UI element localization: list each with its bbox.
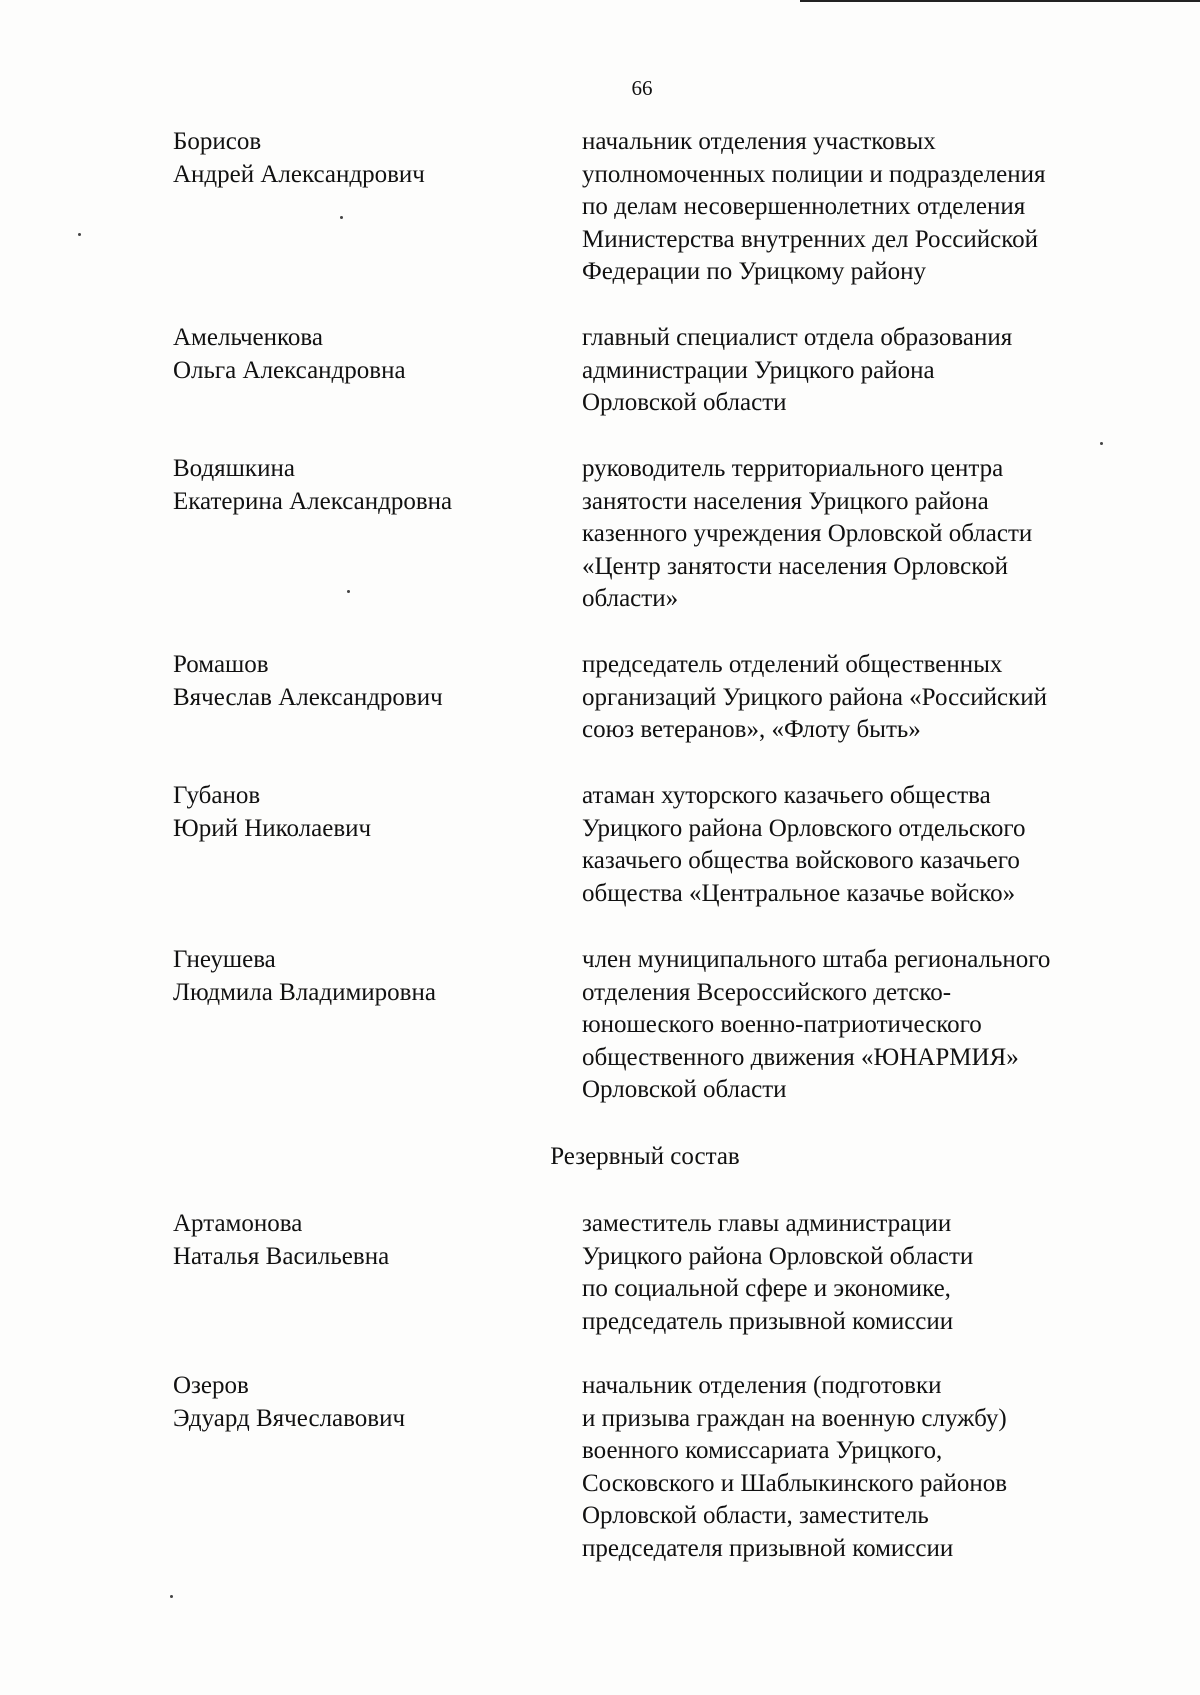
member-given-names: Людмила Владимировна (173, 978, 436, 1006)
role-line: общества «Центральное казачье войско» (582, 879, 1016, 907)
member-name (173, 649, 553, 714)
role-line: организаций Урицкого района «Российский (582, 683, 1048, 711)
member-surname: Борисов (173, 128, 262, 155)
member-surname: Артамонова (173, 1210, 303, 1237)
role-line: главный специалист отдела образования (582, 324, 1013, 351)
role-line: начальник отделения (подготовки (582, 1372, 942, 1399)
role-line: Урицкого района Орловской области (582, 1242, 974, 1270)
member-surname: Гнеушева (173, 946, 276, 973)
role-line: член муниципального штаба регионального (582, 946, 1051, 973)
role-line: Орловской области (582, 389, 787, 417)
member-name (173, 944, 553, 1009)
reserve-section-title: Резервный состав (550, 1143, 740, 1170)
member-given-names: Эдуард Вячеславович (173, 1404, 406, 1432)
member-given-names: Юрий Николаевич (173, 814, 372, 842)
member-name (173, 1370, 553, 1435)
member-role (582, 453, 1182, 616)
role-line: Орловской области (582, 1076, 787, 1104)
role-line: области» (582, 585, 679, 613)
member-surname: Амельченкова (173, 324, 323, 351)
role-line: председатель призывной комиссии (582, 1307, 954, 1335)
member-role (582, 322, 1182, 420)
role-line: казенного учреждения Орловской области (582, 520, 1033, 548)
role-line: военного комиссариата Урицкого, (582, 1437, 943, 1465)
member-given-names: Наталья Васильевна (173, 1242, 390, 1270)
member-given-names: Вячеслав Александрович (173, 683, 443, 711)
member-surname: Губанов (173, 782, 261, 809)
role-line: по делам несовершеннолетних отделения (582, 193, 1026, 221)
role-line: по социальной сфере и экономике, (582, 1275, 951, 1303)
member-surname: Ромашов (173, 651, 269, 678)
scan-speck (340, 216, 343, 219)
role-line: юношеского военно-патриотического (582, 1011, 982, 1039)
member-name (173, 126, 553, 191)
role-line: председателя призывной комиссии (582, 1534, 954, 1562)
scan-speck (170, 1595, 173, 1598)
member-given-names: Ольга Александровна (173, 356, 406, 384)
member-given-names: Андрей Александрович (173, 160, 425, 188)
member-given-names: Екатерина Александровна (173, 487, 453, 515)
role-line: Федерации по Урицкому району (582, 258, 927, 286)
role-line: заместитель главы администрации (582, 1210, 952, 1237)
role-line: Министерства внутренних дел Российской (582, 225, 1038, 253)
role-line: казачьего общества войскового казачьего (582, 847, 1020, 875)
role-line: председатель отделений общественных (582, 651, 1003, 678)
top-rule (800, 0, 1200, 2)
role-line: начальник отделения участковых (582, 128, 936, 155)
role-line: администрации Урицкого района (582, 356, 935, 384)
role-line: общественного движения «ЮНАРМИЯ» (582, 1043, 1019, 1071)
member-role (582, 944, 1182, 1107)
member-role (582, 780, 1182, 910)
role-line: Урицкого района Орловского отдельского (582, 814, 1026, 842)
role-line: руководитель территориального центра (582, 455, 1004, 482)
role-line: Сосковского и Шаблыкинского районов (582, 1469, 1008, 1497)
scan-speck (347, 590, 350, 593)
role-line: «Центр занятости населения Орловской (582, 552, 1008, 580)
role-line: Орловской области, заместитель (582, 1502, 929, 1530)
role-line: уполномоченных полиции и подразделения (582, 160, 1046, 188)
member-role (582, 1208, 1182, 1338)
role-line: атаман хуторского казачьего общества (582, 782, 991, 809)
scan-speck (78, 233, 81, 236)
member-name (173, 453, 553, 518)
member-surname: Озеров (173, 1372, 249, 1399)
member-name (173, 322, 553, 387)
member-surname: Водяшкина (173, 455, 295, 482)
member-role (582, 649, 1182, 747)
member-name (173, 1208, 553, 1273)
scan-speck (1100, 442, 1103, 445)
member-role (582, 1370, 1182, 1566)
member-name (173, 780, 553, 845)
member-role (582, 126, 1182, 289)
role-line: занятости населения Урицкого района (582, 487, 989, 515)
role-line: отделения Всероссийского детско- (582, 978, 952, 1006)
role-line: и призыва граждан на военную службу) (582, 1404, 1007, 1432)
page-number: 66 (631, 76, 653, 100)
role-line: союз ветеранов», «Флоту быть» (582, 716, 921, 744)
